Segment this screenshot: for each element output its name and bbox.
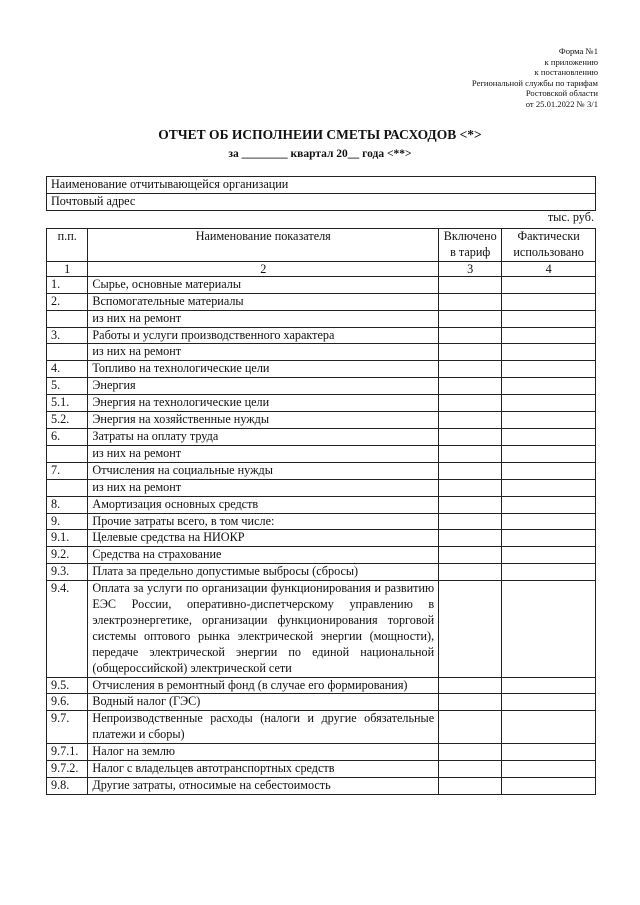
actually-used-cell: [502, 344, 596, 361]
table-row: [47, 276, 596, 293]
item-number-cell: 9.5.: [47, 677, 88, 694]
included-in-tariff-cell: [439, 761, 502, 778]
organization-info-table: [46, 176, 596, 211]
table-row: [47, 711, 596, 744]
indicator-name-cell: Вспомогательные материалы: [88, 293, 439, 310]
form-note-line: от 25.01.2022 № 3/1: [525, 98, 598, 109]
table-row: [47, 378, 596, 395]
actually-used-cell: [502, 276, 596, 293]
table-row: [47, 395, 596, 412]
included-in-tariff-cell: [439, 395, 502, 412]
expense-rows: [47, 276, 596, 794]
indicator-name-cell: из них на ремонт: [88, 310, 439, 327]
indicator-name-cell: Средства на страхование: [88, 547, 439, 564]
table-row: [47, 293, 596, 310]
actually-used-cell: [502, 412, 596, 429]
included-in-tariff-cell: [439, 711, 502, 744]
actually-used-cell: [502, 581, 596, 677]
actually-used-cell: [502, 378, 596, 395]
included-in-tariff-cell: [439, 445, 502, 462]
indicator-name-cell: Энергия: [88, 378, 439, 395]
table-row: [47, 428, 596, 445]
indicator-name-cell: Энергия на технологические цели: [88, 395, 439, 412]
table-row: [47, 778, 596, 795]
included-in-tariff-cell: [439, 513, 502, 530]
item-number-cell: 9.6.: [47, 694, 88, 711]
item-number-cell: [47, 445, 88, 462]
report-period: за ________ квартал 20__ года <**>: [228, 148, 412, 160]
included-in-tariff-cell: [439, 378, 502, 395]
indicator-name-cell: из них на ремонт: [88, 445, 439, 462]
item-number-cell: 6.: [47, 428, 88, 445]
form-note-line: Региональной службы по тарифам: [471, 77, 598, 88]
indicator-name-cell: из них на ремонт: [88, 344, 439, 361]
included-in-tariff-cell: [439, 496, 502, 513]
table-row: [47, 412, 596, 429]
actually-used-cell: [502, 293, 596, 310]
table-row: [47, 761, 596, 778]
actually-used-cell: [502, 327, 596, 344]
included-in-tariff-cell: [439, 361, 502, 378]
header-indicator-name: Наименование показателя: [88, 229, 439, 262]
indicator-name-cell: Прочие затраты всего, в том числе:: [88, 513, 439, 530]
included-in-tariff-cell: [439, 344, 502, 361]
indicator-name-cell: Налог с владельцев автотранспортных средств: [88, 761, 439, 778]
indicator-name-cell: Амортизация основных средств: [88, 496, 439, 513]
indicator-name-cell: Водный налог (ГЭС): [88, 694, 439, 711]
indicator-name-cell: Непроизводственные расходы (налоги и другие обязательные платежи и сборы): [88, 711, 439, 744]
item-number-cell: 9.8.: [47, 778, 88, 795]
actually-used-cell: [502, 744, 596, 761]
table-row: [47, 677, 596, 694]
indicator-name-cell: Топливо на технологические цели: [88, 361, 439, 378]
column-number: 2: [88, 261, 439, 276]
form-note-line: Форма №1: [558, 46, 598, 56]
table-row: [47, 513, 596, 530]
table-row: [47, 479, 596, 496]
indicator-name-cell: Плата за предельно допустимые выбросы (сбросы): [88, 564, 439, 581]
item-number-cell: [47, 479, 88, 496]
actually-used-cell: [502, 547, 596, 564]
included-in-tariff-cell: [439, 310, 502, 327]
indicator-name-cell: Налог на землю: [88, 744, 439, 761]
actually-used-cell: [502, 428, 596, 445]
column-number: 4: [502, 261, 596, 276]
table-row: [47, 462, 596, 479]
column-number: 3: [439, 261, 502, 276]
item-number-cell: 9.7.1.: [47, 744, 88, 761]
indicator-name-cell: из них на ремонт: [88, 479, 439, 496]
table-row: [47, 564, 596, 581]
item-number-cell: [47, 310, 88, 327]
header-included-in-tariff: Включено в тариф: [439, 229, 502, 262]
actually-used-cell: [502, 310, 596, 327]
actually-used-cell: [502, 513, 596, 530]
actually-used-cell: [502, 694, 596, 711]
header-actually-used: Фактически использовано: [502, 229, 596, 262]
item-number-cell: 2.: [47, 293, 88, 310]
item-number-cell: 5.1.: [47, 395, 88, 412]
indicator-name-cell: Целевые средства на НИОКР: [88, 530, 439, 547]
table-row: [47, 547, 596, 564]
form-note-line: Ростовской области: [525, 88, 598, 99]
actually-used-cell: [502, 395, 596, 412]
item-number-cell: 9.2.: [47, 547, 88, 564]
item-number-cell: 5.2.: [47, 412, 88, 429]
table-row: [47, 344, 596, 361]
actually-used-cell: [502, 462, 596, 479]
included-in-tariff-cell: [439, 276, 502, 293]
included-in-tariff-cell: [439, 327, 502, 344]
form-note-line: к постановлению: [534, 67, 598, 78]
indicator-name-cell: Отчисления в ремонтный фонд (в случае его формирования): [88, 677, 439, 694]
indicator-name-cell: Затраты на оплату труда: [88, 428, 439, 445]
included-in-tariff-cell: [439, 694, 502, 711]
column-number-row: [47, 261, 596, 276]
actually-used-cell: [502, 711, 596, 744]
actually-used-cell: [502, 530, 596, 547]
form-reference-note: [472, 46, 598, 110]
included-in-tariff-cell: [439, 412, 502, 429]
actually-used-cell: [502, 496, 596, 513]
indicator-name-cell: Энергия на хозяйственные нужды: [88, 412, 439, 429]
item-number-cell: 9.7.2.: [47, 761, 88, 778]
table-row: [47, 445, 596, 462]
table-row: [47, 744, 596, 761]
item-number-cell: 3.: [47, 327, 88, 344]
report-title: ОТЧЕТ ОБ ИСПОЛНЕИИ СМЕТЫ РАСХОДОВ <*>: [158, 127, 482, 142]
indicator-name-cell: Работы и услуги производственного характера: [88, 327, 439, 344]
indicator-name-cell: Оплата за услуги по организации функционирования и развитию ЕЭС России, оперативно-диспетчерскому управлению в электроэнергетике, организации функционирования торговой системы оптового рынка электрической энергии (мощности), передаче электрической энергии по единой национальной (общероссийской) электрической сети: [88, 581, 439, 677]
actually-used-cell: [502, 361, 596, 378]
item-number-cell: 7.: [47, 462, 88, 479]
actually-used-cell: [502, 677, 596, 694]
item-number-cell: 8.: [47, 496, 88, 513]
actually-used-cell: [502, 445, 596, 462]
table-row: [47, 530, 596, 547]
actually-used-cell: [502, 564, 596, 581]
item-number-cell: [47, 344, 88, 361]
indicator-name-cell: Другие затраты, относимые на себестоимость: [88, 778, 439, 795]
indicator-name-cell: Сырье, основные материалы: [88, 276, 439, 293]
table-row: [47, 581, 596, 677]
included-in-tariff-cell: [439, 677, 502, 694]
actually-used-cell: [502, 778, 596, 795]
table-row: [47, 361, 596, 378]
item-number-cell: 9.: [47, 513, 88, 530]
item-number-cell: 9.3.: [47, 564, 88, 581]
actually-used-cell: [502, 479, 596, 496]
table-row: [47, 496, 596, 513]
table-row: [47, 327, 596, 344]
item-number-cell: 9.1.: [47, 530, 88, 547]
included-in-tariff-cell: [439, 530, 502, 547]
item-number-cell: 9.4.: [47, 581, 88, 677]
included-in-tariff-cell: [439, 744, 502, 761]
table-header-row: [47, 229, 596, 262]
postal-address-label: Почтовый адрес: [47, 193, 596, 210]
included-in-tariff-cell: [439, 462, 502, 479]
column-number: 1: [47, 261, 88, 276]
item-number-cell: 1.: [47, 276, 88, 293]
included-in-tariff-cell: [439, 564, 502, 581]
expense-table: [46, 228, 596, 795]
org-name-label: Наименование отчитывающейся организации: [47, 177, 596, 194]
item-number-cell: 9.7.: [47, 711, 88, 744]
included-in-tariff-cell: [439, 428, 502, 445]
included-in-tariff-cell: [439, 479, 502, 496]
included-in-tariff-cell: [439, 293, 502, 310]
form-note-line: к приложению: [544, 56, 598, 67]
postal-address-row: [47, 193, 596, 210]
indicator-name-cell: Отчисления на социальные нужды: [88, 462, 439, 479]
header-item-number: п.п.: [47, 229, 88, 262]
actually-used-cell: [502, 761, 596, 778]
item-number-cell: 4.: [47, 361, 88, 378]
item-number-cell: 5.: [47, 378, 88, 395]
org-name-row: [47, 177, 596, 194]
table-row: [47, 310, 596, 327]
included-in-tariff-cell: [439, 778, 502, 795]
table-row: [47, 694, 596, 711]
included-in-tariff-cell: [439, 581, 502, 677]
included-in-tariff-cell: [439, 547, 502, 564]
units-label: тыс. руб.: [547, 210, 594, 224]
